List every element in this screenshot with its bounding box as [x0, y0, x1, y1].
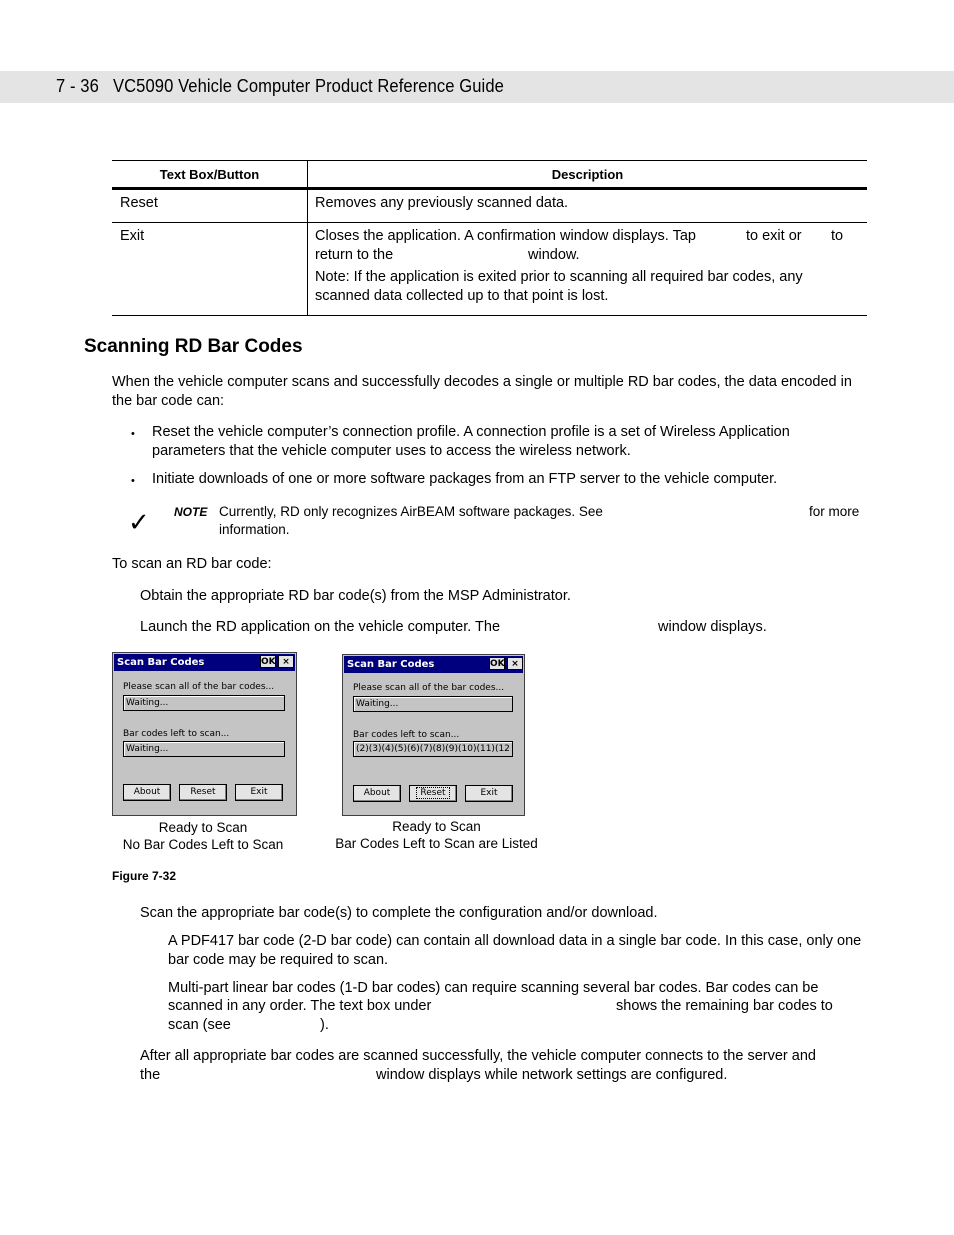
- bullet-symbol: •: [131, 475, 135, 487]
- close-icon[interactable]: ×: [507, 657, 523, 670]
- caption-line: Bar Codes Left to Scan are Listed: [335, 836, 538, 851]
- reset-button-label: Reset: [417, 788, 448, 798]
- left-to-scan-field[interactable]: (2)(3)(4)(5)(6)(7)(8)(9)(10)(11)(12: [353, 741, 513, 757]
- row-name-reset: Reset: [112, 189, 308, 223]
- row-desc-exit: [308, 223, 868, 316]
- desc-text: window.: [528, 247, 580, 263]
- note-label: NOTE: [174, 505, 208, 519]
- ok-button[interactable]: OK: [261, 657, 276, 667]
- sub-step-2-line2: scanned in any order. The text box under: [168, 998, 432, 1014]
- desc-text: to exit or: [746, 228, 802, 244]
- dialog-title-text: Scan Bar Codes: [117, 657, 205, 668]
- desc-text: return to the: [315, 247, 394, 263]
- scanned-status-field[interactable]: Waiting...: [353, 696, 513, 712]
- table-row: [112, 223, 867, 316]
- close-icon[interactable]: ×: [278, 655, 294, 668]
- scanned-status-field[interactable]: Waiting...: [123, 695, 285, 711]
- about-button[interactable]: About: [353, 785, 401, 802]
- sub-step-1: A PDF417 bar code (2-D bar code) can contain all download data in a single bar code. In this case, only one bar code may be required to scan.: [168, 933, 862, 968]
- desc-text: Removes any previously scanned data.: [315, 195, 569, 211]
- caption-left: [112, 819, 294, 853]
- exit-button[interactable]: Exit: [235, 784, 283, 801]
- figure-label: Figure 7-32: [112, 869, 177, 883]
- bullet-item: Initiate downloads of one or more software packages from an FTP server to the vehicle computer.: [152, 471, 778, 487]
- note-text: information.: [219, 522, 290, 537]
- ok-button[interactable]: OK: [490, 659, 505, 669]
- section-heading: Scanning RD Bar Codes: [84, 336, 303, 357]
- bullet-item: Reset the vehicle computer’s connection profile. A connection profile is a set of Wireless Application parameters that the vehicle computer uses to access the wireless network.: [152, 424, 790, 459]
- scan-all-label: Please scan all of the bar codes...: [123, 682, 275, 692]
- row-desc-reset: [308, 189, 868, 223]
- caption-line: Ready to Scan: [392, 819, 481, 834]
- column-header-textbox-button: Text Box/Button: [112, 161, 308, 189]
- page-header-title: 7 - 36 VC5090 Vehicle Computer Product Reference Guide: [56, 76, 504, 96]
- caption-right: [316, 818, 557, 852]
- sub-step-2-line2-end: shows the remaining bar codes to: [616, 998, 833, 1014]
- note-text: Currently, RD only recognizes AirBEAM software packages. See: [219, 504, 603, 519]
- step-2: Launch the RD application on the vehicle computer. The: [140, 619, 501, 635]
- checkmark-icon: ✓: [128, 508, 150, 538]
- reset-button[interactable]: Reset: [179, 784, 227, 801]
- reset-button[interactable]: [409, 785, 457, 802]
- note-text: for more: [809, 504, 860, 519]
- dialog-title-text: Scan Bar Codes: [347, 659, 435, 670]
- step-4-line2-end: window displays while network settings are configured.: [376, 1067, 728, 1083]
- row-name-exit: Exit: [112, 223, 308, 316]
- column-header-description: Description: [308, 161, 868, 189]
- step-1: Obtain the appropriate RD bar code(s) from the MSP Administrator.: [140, 588, 571, 604]
- sub-step-2-line3: scan (see: [168, 1017, 231, 1033]
- table-row: [112, 189, 867, 223]
- bullet-symbol: •: [131, 428, 135, 440]
- scan-bar-codes-dialog-listed: [342, 654, 525, 816]
- desc-line: [315, 246, 860, 265]
- desc-text: to: [831, 228, 844, 244]
- to-scan-text: To scan an RD bar code:: [112, 556, 272, 572]
- left-to-scan-label: Bar codes left to scan...: [123, 729, 230, 739]
- sub-step-2-line3-end: ).: [320, 1017, 329, 1033]
- scan-all-label: Please scan all of the bar codes...: [353, 683, 505, 693]
- left-to-scan-field[interactable]: Waiting...: [123, 741, 285, 757]
- desc-note: Note: If the application is exited prior to scanning all required bar codes, any scanned data collected up to that point is lost.: [315, 269, 803, 304]
- step-2-end: window displays.: [658, 619, 767, 635]
- scan-bar-codes-dialog-empty: [112, 652, 297, 816]
- caption-line: Ready to Scan: [158, 820, 248, 835]
- caption-line: No Bar Codes Left to Scan: [122, 837, 284, 852]
- exit-button[interactable]: Exit: [465, 785, 513, 802]
- step-3: Scan the appropriate bar code(s) to complete the configuration and/or download.: [140, 905, 658, 921]
- left-to-scan-label: Bar codes left to scan...: [353, 730, 460, 740]
- step-4-line2: the: [140, 1067, 161, 1083]
- desc-line: [315, 227, 860, 246]
- sub-step-2-line1: Multi-part linear bar codes (1-D bar codes) can require scanning several bar codes. Bar codes can be: [168, 980, 819, 996]
- about-button[interactable]: About: [123, 784, 171, 801]
- intro-paragraph: When the vehicle computer scans and successfully decodes a single or multiple RD bar codes, the data encoded in the bar code can:: [112, 374, 852, 409]
- desc-text: Closes the application. A confirmation window displays. Tap: [315, 228, 696, 244]
- description-table: [112, 160, 867, 316]
- step-4-line1: After all appropriate bar codes are scanned successfully, the vehicle computer connects to the server and: [140, 1048, 816, 1064]
